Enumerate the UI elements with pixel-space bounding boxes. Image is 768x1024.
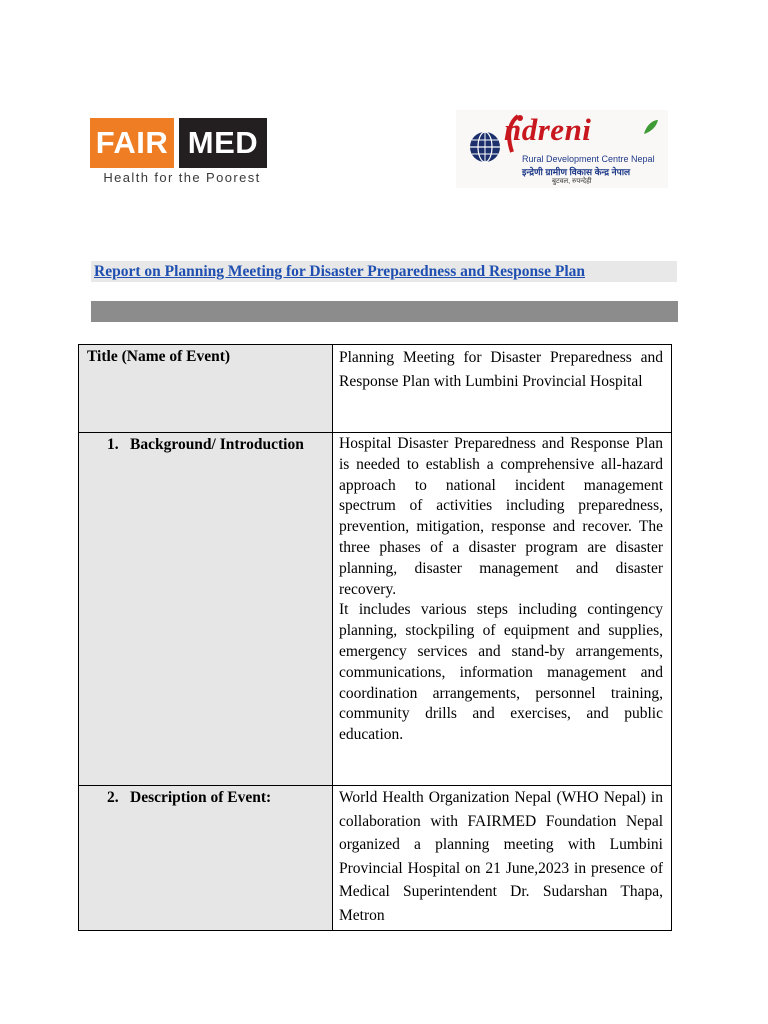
row-value: Planning Meeting for Disaster Preparedness and Response Plan with Lumbini Provincial Hospital: [333, 345, 672, 433]
row-label-cell: [79, 433, 333, 786]
fairmed-tagline: Health for the Poorest: [103, 170, 261, 185]
table-row: [79, 786, 672, 931]
indreni-location: बुटवल, रुपन्देही: [552, 178, 592, 185]
report-table: [78, 344, 672, 931]
report-title-link[interactable]: Report on Planning Meeting for Disaster Preparedness and Response Plan: [94, 263, 585, 280]
indreni-subtitle-np: इन्द्रेणी ग्रामीण विकास केन्द्र नेपाल: [522, 167, 631, 177]
row-value-paragraph: Hospital Disaster Preparedness and Response Plan is needed to establish a comprehensive all-hazard approach to national incident management spectrum of activities including preparedness, prevention, mitigation, response and recover. The three phases of a disaster program are disaster planning, disaster management and disaster recovery.: [339, 435, 663, 598]
leaf-icon: [642, 118, 660, 136]
row-label: Title (Name of Event): [79, 345, 333, 433]
row-value: World Health Organization Nepal (WHO Nepal) in collaboration with FAIRMED Foundation Nepal organized a planning meeting with Lumbini Provincial Hospital on 21 June,2023 in presence of Medical Superintendent Dr. Sudarshan Thapa, Metron: [333, 786, 672, 931]
fairmed-logo: [90, 118, 270, 185]
section-divider-bar: [91, 301, 678, 322]
row-label: Description of Event:: [130, 789, 272, 806]
row-value-paragraph: It includes various steps including contingency planning, stockpiling of equipment and supplies, emergency services and stand-by arrangements, communications, information management and coordination arrangements, personnel training, community drills and exercises, and public education.: [339, 601, 663, 744]
row-number: 2.: [107, 789, 119, 806]
row-label: Background/ Introduction: [130, 436, 304, 453]
fairmed-logo-fair: FAIR: [90, 118, 174, 168]
fairmed-logo-med: MED: [179, 118, 267, 168]
report-title: [91, 261, 677, 282]
row-value-cell: [333, 433, 672, 786]
row-label-cell: [79, 786, 333, 931]
table-row: [79, 345, 672, 433]
indreni-name: ndreni: [504, 112, 592, 147]
row-number: 1.: [107, 436, 119, 453]
table-row: [79, 433, 672, 786]
indreni-subtitle: Rural Development Centre Nepal: [522, 154, 655, 164]
indreni-logo: [456, 110, 668, 188]
